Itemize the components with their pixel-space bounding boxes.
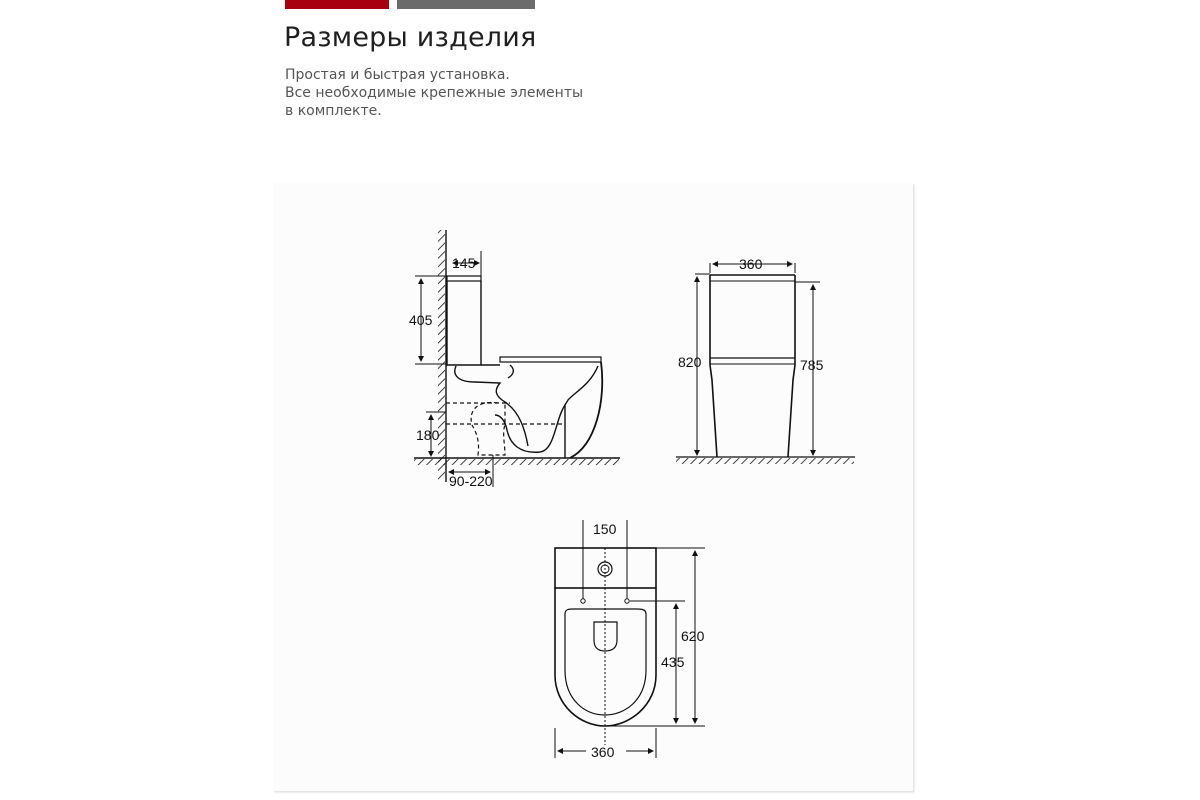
description-line: Простая и быстрая установка. <box>285 67 510 83</box>
front-view-drawing <box>676 263 855 464</box>
dim-label-620: 620 <box>681 628 705 644</box>
dim-label-435: 435 <box>661 654 685 670</box>
dim-label-90-220: 90-220 <box>449 473 493 489</box>
dim-label-top-360: 360 <box>591 744 615 760</box>
description-line: Все необходимые крепежные элементы <box>285 85 584 101</box>
page-title: Размеры изделия <box>284 22 537 53</box>
description-line: в комплекте. <box>285 103 382 119</box>
dim-label-785: 785 <box>800 357 824 373</box>
dim-label-front-360: 360 <box>739 256 763 272</box>
dim-label-405: 405 <box>409 312 433 328</box>
side-view-drawing <box>414 230 620 487</box>
dim-label-820: 820 <box>678 354 702 370</box>
dim-label-150: 150 <box>593 521 617 537</box>
dim-label-145: 145 <box>452 255 476 271</box>
dim-label-180: 180 <box>416 427 440 443</box>
